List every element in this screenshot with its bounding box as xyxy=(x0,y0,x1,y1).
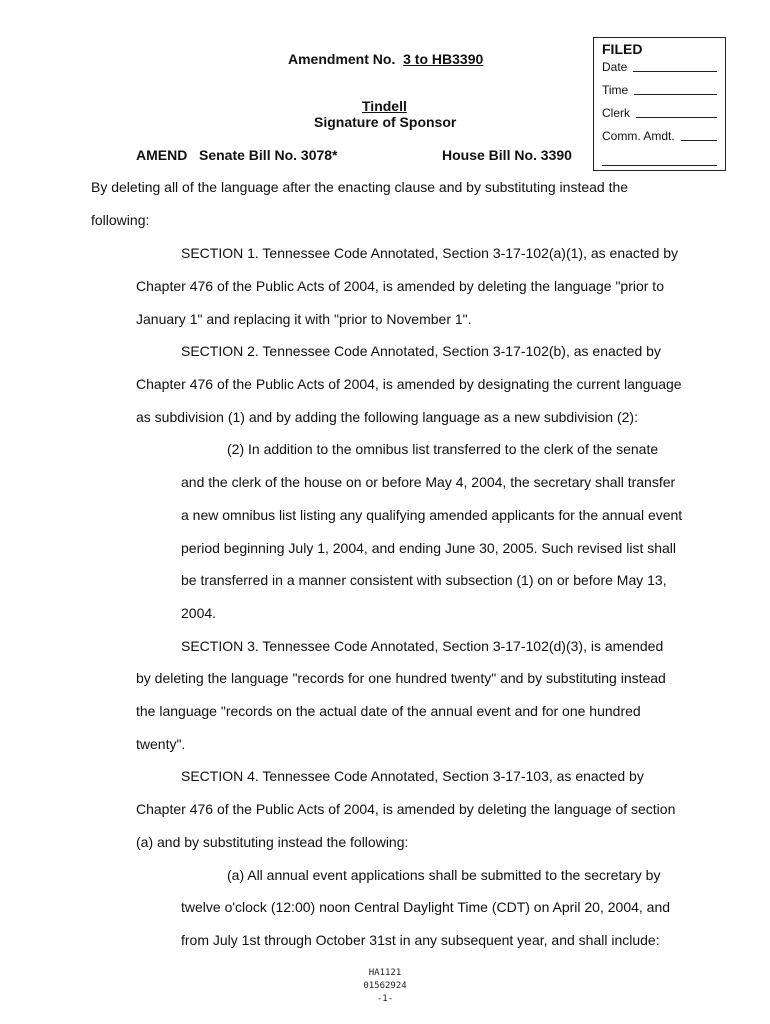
filed-clerk-row xyxy=(602,106,717,129)
body-line: following: xyxy=(91,212,150,228)
body-line: from July 1st through October 31st in any subsequent year, and shall include: xyxy=(181,932,660,948)
filed-clerk-label: Clerk xyxy=(602,106,631,120)
body-line: January 1" and replacing it with "prior to November 1". xyxy=(136,311,472,327)
body-line: be transferred in a manner consistent with subsection (1) on or before May 13, xyxy=(181,572,667,588)
body-line: SECTION 1. Tennessee Code Annotated, Section 3-17-102(a)(1), as enacted by xyxy=(181,245,679,261)
body-line: (a) and by substituting instead the following: xyxy=(136,834,409,850)
filed-date-label: Date xyxy=(602,60,628,74)
body-line: twenty". xyxy=(136,736,186,752)
footer-page-number: -1- xyxy=(376,994,394,1004)
filed-date-line xyxy=(633,60,717,72)
filed-comm-row xyxy=(602,129,717,152)
amendment-number: 3 to HB3390 xyxy=(403,51,484,67)
filed-clerk-line xyxy=(636,106,717,118)
body-line: 2004. xyxy=(181,605,217,621)
body-line: SECTION 4. Tennessee Code Annotated, Section 3-17-103, as enacted by xyxy=(181,768,644,784)
filed-comm-line xyxy=(681,129,717,141)
body-line: by deleting the language "records for one hundred twenty" and by substituting instead xyxy=(136,670,666,686)
filed-comm-label: Comm. Amdt. xyxy=(602,129,675,143)
body-line: Chapter 476 of the Public Acts of 2004, is amended by deleting the language of section xyxy=(136,801,676,817)
body-line: twelve o'clock (12:00) noon Central Daylight Time (CDT) on April 20, 2004, and xyxy=(181,899,671,915)
body-line: as subdivision (1) and by adding the following language as a new subdivision (2): xyxy=(136,409,638,425)
body-line: By deleting all of the language after the enacting clause and by substituting instead the xyxy=(91,179,629,195)
body-line: (a) All annual event applications shall be submitted to the secretary by xyxy=(227,867,661,883)
amendment-prefix: Amendment No. xyxy=(288,51,396,67)
senate-bill-number: Senate Bill No. 3078* xyxy=(199,147,338,163)
sponsor-name: Tindell xyxy=(362,98,407,114)
filed-blank-line xyxy=(602,154,717,166)
body-line: (2) In addition to the omnibus list transferred to the clerk of the senate xyxy=(227,441,659,457)
filed-time-line xyxy=(634,83,717,95)
body-line: Chapter 476 of the Public Acts of 2004, is amended by designating the current language xyxy=(136,376,682,392)
body-line: SECTION 3. Tennessee Code Annotated, Section 3-17-102(d)(3), is amended xyxy=(181,638,664,654)
filed-blank-row xyxy=(602,154,717,177)
house-bill-number: House Bill No. 3390 xyxy=(442,147,572,163)
body-line: and the clerk of the house on or before May 4, 2004, the secretary shall transfer xyxy=(181,474,676,490)
filed-time-label: Time xyxy=(602,83,629,97)
body-line: Chapter 476 of the Public Acts of 2004, is amended by deleting the language "prior to xyxy=(136,278,664,294)
filed-time-row xyxy=(602,83,717,106)
sponsor-label: Signature of Sponsor xyxy=(314,114,457,130)
filed-date-row xyxy=(602,60,717,83)
body-line: SECTION 2. Tennessee Code Annotated, Section 3-17-102(b), as enacted by xyxy=(181,343,661,359)
body-line: a new omnibus list listing any qualifying amended applicants for the annual event xyxy=(181,507,683,523)
footer-number: 01562924 xyxy=(363,981,407,991)
filed-stamp-box xyxy=(593,37,726,171)
amend-word: AMEND xyxy=(136,147,188,163)
body-line: period beginning July 1, 2004, and ending June 30, 2005. Such revised list shall xyxy=(181,540,677,556)
body-line: the language "records on the actual date of the annual event and for one hundred xyxy=(136,703,641,719)
amendment-title xyxy=(288,51,483,67)
filed-title: FILED xyxy=(602,41,643,57)
footer-code: HA1121 xyxy=(368,968,402,978)
